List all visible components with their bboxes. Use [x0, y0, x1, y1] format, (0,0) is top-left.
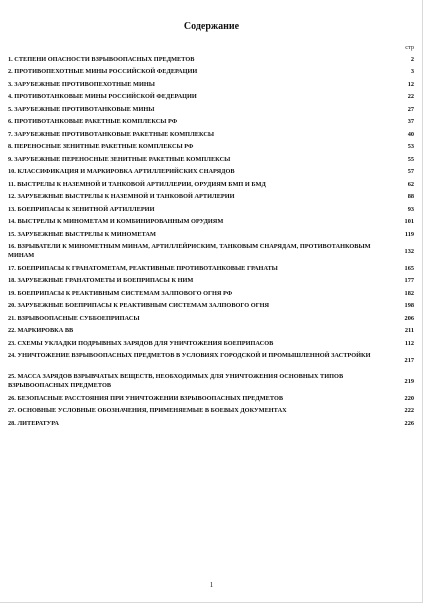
- toc-entry: [8, 352, 414, 369]
- toc-entry-page: 3: [410, 68, 414, 76]
- toc-entry-page: 177: [404, 277, 414, 285]
- toc-entry-title: 7. ЗАРУБЕЖНЫЕ ПРОТИВОТАНКОВЫЕ РАКЕТНЫЕ КОМПЛЕКСЫ: [8, 130, 215, 138]
- toc-entry: [8, 277, 414, 286]
- toc-entry-page: 198: [404, 302, 414, 310]
- table-of-contents: [8, 56, 414, 432]
- toc-entry: [8, 156, 414, 165]
- toc-entry-title: 3. ЗАРУБЕЖНЫЕ ПРОТИВОПЕХОТНЫЕ МИНЫ: [8, 80, 155, 88]
- toc-entry-page: 206: [404, 314, 414, 322]
- toc-entry: [8, 56, 414, 65]
- toc-entry: [8, 290, 414, 299]
- toc-entry-title: 2. ПРОТИВОПЕХОТНЫЕ МИНЫ РОССИЙСКОЙ ФЕДЕРАЦИИ: [8, 68, 198, 76]
- toc-entry-title: 16. ВЗРЫВАТЕЛИ К МИНОМЕТНЫМ МИНАМ, АРТИЛЛЕЙРИСКИМ, ТАНКОВЫМ СНАРЯДАМ, ПРОТИВОТАНКОВЫМ МИНАМ: [8, 243, 371, 259]
- toc-entry-page: 112: [404, 339, 414, 347]
- toc-entry-title: 19. БОЕПРИПАСЫ К РЕАКТИВНЫМ СИСТЕМАМ ЗАЛПОВОГО ОГНЯ РФ: [8, 289, 233, 297]
- toc-entry: [8, 373, 414, 390]
- toc-entry-title: 22. МАРКИРОВКА ВВ: [8, 327, 74, 335]
- toc-entry-page: 165: [404, 264, 414, 272]
- toc-entry: [8, 315, 414, 324]
- toc-entry: [8, 327, 414, 336]
- toc-entry: [8, 218, 414, 227]
- toc-entry-page: 2: [410, 56, 414, 63]
- toc-entry-page: 22: [407, 93, 414, 101]
- toc-entry-page: 12: [407, 80, 414, 88]
- toc-entry-title: 25. МАССА ЗАРЯДОВ ВЗРЫВЧАТЫХ ВЕЩЕСТВ, НЕОБХОДИМЫХ ДЛЯ УНИЧТОЖЕНИЯ ОСНОВНЫХ ТИПОВ ВЗРЫВООПАСНЫХ ПРЕДМЕТОВ: [8, 373, 344, 390]
- toc-entry: [8, 143, 414, 152]
- toc-entry-page: 226: [404, 419, 414, 427]
- toc-entry-title: 6. ПРОТИВОТАНКОВЫЕ РАКЕТНЫЕ КОМПЛЕКСЫ РФ: [8, 118, 178, 126]
- toc-entry: [8, 265, 414, 274]
- page-title: Содержание: [183, 21, 240, 32]
- toc-entry-title: 27. ОСНОВНЫЕ УСЛОВНЫЕ ОБОЗНАЧЕНИЯ, ПРИМЕНЯЕМЫЕ В БОЕВЫХ ДОКУМЕНТАХ: [8, 407, 287, 415]
- toc-entry: [8, 106, 414, 115]
- toc-entry-title: 26. БЕЗОПАСНЫЕ РАССТОЯНИЯ ПРИ УНИЧТОЖЕНИИ ВЗРЫВООПАСНЫХ ПРЕДМЕТОВ: [8, 394, 284, 402]
- toc-entry: [8, 340, 414, 349]
- toc-entry-page: 119: [404, 230, 414, 238]
- toc-entry-title: 1. СТЕПЕНИ ОПАСНОСТИ ВЗРЫВООПАСНЫХ ПРЕДМЕТОВ: [8, 56, 195, 63]
- toc-entry-title: 20. ЗАРУБЕЖНЫЕ БОЕПРИПАСЫ К РЕАКТИВНЫМ СИСТЕМАМ ЗАЛПОВОГО ОГНЯ: [8, 302, 270, 310]
- toc-entry: [8, 68, 414, 77]
- toc-entry-page: 217: [404, 357, 414, 365]
- toc-entry: [8, 168, 414, 177]
- toc-entry-page: 101: [404, 218, 414, 226]
- toc-entry: [8, 420, 414, 429]
- toc-entry-title: 14. ВЫСТРЕЛЫ К МИНОМЕТАМ И КОМБИНИРОВАННЫМ ОРУДИЯМ: [8, 218, 224, 226]
- toc-entry: [8, 93, 414, 102]
- toc-entry: [8, 81, 414, 90]
- toc-entry-page: 220: [404, 394, 414, 402]
- toc-entry-page: 219: [404, 378, 414, 386]
- toc-entry: [8, 243, 414, 260]
- toc-entry-page: 53: [407, 143, 414, 151]
- toc-entry: [8, 181, 414, 190]
- toc-entry: [8, 395, 414, 404]
- page-column-header: стр: [405, 44, 414, 51]
- toc-entry: [8, 193, 414, 202]
- toc-entry-page: 93: [407, 205, 414, 213]
- toc-entry: [8, 407, 414, 416]
- toc-entry-title: 21. ВЗРЫВООПАСНЫЕ СУББОЕПРИПАСЫ: [8, 314, 140, 322]
- toc-entry-title: 17. БОЕПРИПАСЫ К ГРАНАТОМЕТАМ, РЕАКТИВНЫЕ ПРОТИВОТАНКОВЫЕ ГРАНАТЫ: [8, 264, 278, 272]
- toc-entry-title: 12. ЗАРУБЕЖНЫЕ ВЫСТРЕЛЫ К НАЗЕМНОЙ И ТАНКОВОЙ АРТИЛЕРИИ: [8, 193, 235, 201]
- toc-entry: [8, 231, 414, 240]
- toc-entry-title: 13. БОЕПРИПАСЫ К ЗЕНИТНОЙ АРТИЛЛЕРИИ: [8, 205, 155, 213]
- toc-entry-page: 222: [404, 407, 414, 415]
- toc-entry-title: 15. ЗАРУБЕЖНЫЕ ВЫСТРЕЛЫ К МИНОМЕТАМ: [8, 230, 156, 238]
- toc-entry-page: 55: [407, 155, 414, 163]
- toc-entry-title: 4. ПРОТИВОТАНКОВЫЕ МИНЫ РОССИЙСКОЙ ФЕДЕРАЦИИ: [8, 93, 197, 101]
- toc-entry-page: 211: [404, 327, 414, 335]
- toc-entry-title: 23. СХЕМЫ УКЛАДКИ ПОДРЫВНЫХ ЗАРЯДОВ ДЛЯ УНИЧТОЖЕНИЯ БОЕПРИПАСОВ: [8, 339, 274, 347]
- toc-entry-page: 40: [407, 130, 414, 138]
- toc-entry: [8, 131, 414, 140]
- toc-entry-page: 182: [404, 289, 414, 297]
- toc-entry-title: 28. ЛИТЕРАТУРА: [8, 419, 59, 427]
- toc-entry-title: 24. УНИЧТОЖЕНИЕ ВЗРЫВООПАСНЫХ ПРЕДМЕТОВ В УСЛОВИЯХ ГОРОДСКОЙ И ПРОМЫШЛЕННОЙ ЗАСТРОЙКИ: [8, 352, 371, 360]
- toc-entry-title: 9. ЗАРУБЕЖНЫЕ ПЕРЕНОСНЫЕ ЗЕНИТНЫЕ РАКЕТНЫЕ КОМПЛЕКСЫ: [8, 155, 231, 163]
- toc-entry-title: 11. ВЫСТРЕЛЫ К НАЗЕМНОЙ И ТАНКОВОЙ АРТИЛЛЕРИИ, ОРУДИЯМ БМП И БМД: [8, 180, 266, 188]
- toc-entry: [8, 118, 414, 127]
- toc-entry-page: 57: [407, 168, 414, 176]
- toc-entry-page: 62: [407, 180, 414, 188]
- toc-entry: [8, 206, 414, 215]
- toc-entry-page: 37: [407, 118, 414, 126]
- toc-entry-title: 5. ЗАРУБЕЖНЫЕ ПРОТИВОТАНКОВЫЕ МИНЫ: [8, 105, 155, 113]
- toc-entry-title: 10. КЛАССИФИКАЦИЯ И МАРКИРОВКА АРТИЛЛЕРИЙСКИХ СНАРЯДОВ: [8, 168, 235, 176]
- toc-entry-title: 18. ЗАРУБЕЖНЫЕ ГРАНАТОМЕТЫ И БОЕПРИПАСЫ К НИМ: [8, 277, 194, 285]
- toc-entry-page: 132: [404, 248, 414, 256]
- page-number: 1: [209, 581, 214, 589]
- toc-entry-page: 88: [407, 193, 414, 201]
- toc-entry-page: 27: [407, 105, 414, 113]
- toc-entry-title: 8. ПЕРЕНОСНЫЕ ЗЕНИТНЫЕ РАКЕТНЫЕ КОМПЛЕКСЫ РФ: [8, 143, 194, 151]
- toc-entry: [8, 302, 414, 311]
